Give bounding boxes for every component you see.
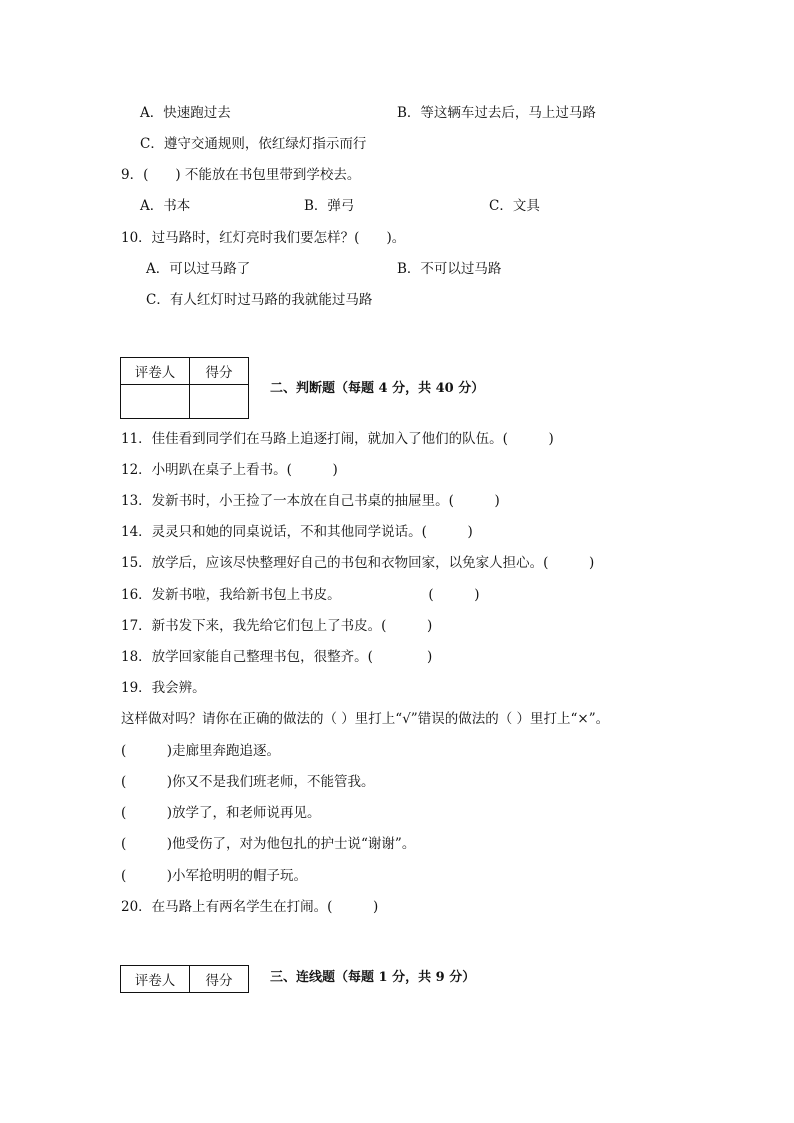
q17: 17．新书发下来，我先给它们包上了书皮。( ) — [121, 618, 433, 634]
score-label-s3: 得分 — [190, 966, 249, 993]
q11: 11．佳佳看到同学们在马路上追逐打闹，就加入了他们的队伍。( ) — [121, 431, 554, 447]
q19-item-1: ( )走廊里奔跑追逐。 — [121, 743, 281, 759]
q8-option-b: B．等这辆车过去后，马上过马路 — [397, 105, 596, 121]
q10-option-b: B．不可以过马路 — [397, 261, 502, 277]
section3-title: 三、连线题（每题 1 分，共 9 分） — [270, 970, 476, 985]
q9-option-a: A．书本 — [140, 198, 191, 214]
q9-option-b: B．弹弓 — [304, 198, 355, 214]
score-table-section3 — [120, 965, 249, 993]
q18: 18．放学回家能自己整理书包，很整齐。( ) — [121, 649, 433, 665]
q19-item-5: ( )小军抢明明的帽子玩。 — [121, 868, 308, 884]
q10-option-a: A．可以过马路了 — [146, 261, 251, 277]
q15: 15．放学后，应该尽快整理好自己的书包和衣物回家，以免家人担心。( ) — [121, 555, 595, 571]
q19-instruction: 这样做对吗？请你在正确的做法的（ ）里打上“√”错误的做法的（ ）里打上“×”。 — [121, 711, 610, 727]
q12: 12．小明趴在桌子上看书。( ) — [121, 462, 338, 478]
score-table-section2 — [120, 357, 249, 419]
q10-option-c: C．有人红灯时过马路的我就能过马路 — [146, 292, 373, 308]
q19-item-4: ( )他受伤了，对为他包扎的护士说“谢谢”。 — [121, 836, 416, 852]
grader-cell[interactable] — [121, 385, 190, 419]
section2-title: 二、判断题（每题 4 分，共 40 分） — [270, 381, 485, 396]
grader-label-s3: 评卷人 — [121, 966, 190, 993]
q19-item-2: ( )你又不是我们班老师，不能管我。 — [121, 774, 375, 790]
q9-option-c: C．文具 — [489, 198, 540, 214]
q20: 20．在马路上有两名学生在打闹。( ) — [121, 899, 379, 915]
q8-option-c: C．遵守交通规则，依红绿灯指示而行 — [140, 136, 367, 152]
q10-stem: 10．过马路时，红灯亮时我们要怎样？( )。 — [121, 230, 406, 246]
q19-stem: 19．我会辨。 — [121, 680, 206, 696]
q16: 16．发新书啦，我给新书包上书皮。 ( ) — [121, 587, 480, 603]
q13: 13．发新书时，小王捡了一本放在自己书桌的抽屉里。( ) — [121, 493, 500, 509]
q9-stem: 9．( ) 不能放在书包里带到学校去。 — [121, 167, 361, 183]
score-label: 得分 — [190, 358, 249, 385]
q14: 14．灵灵只和她的同桌说话，不和其他同学说话。( ) — [121, 524, 473, 540]
grader-label: 评卷人 — [121, 358, 190, 385]
q19-item-3: ( )放学了，和老师说再见。 — [121, 805, 321, 821]
score-cell[interactable] — [190, 385, 249, 419]
q8-option-a: A．快速跑过去 — [140, 105, 231, 121]
